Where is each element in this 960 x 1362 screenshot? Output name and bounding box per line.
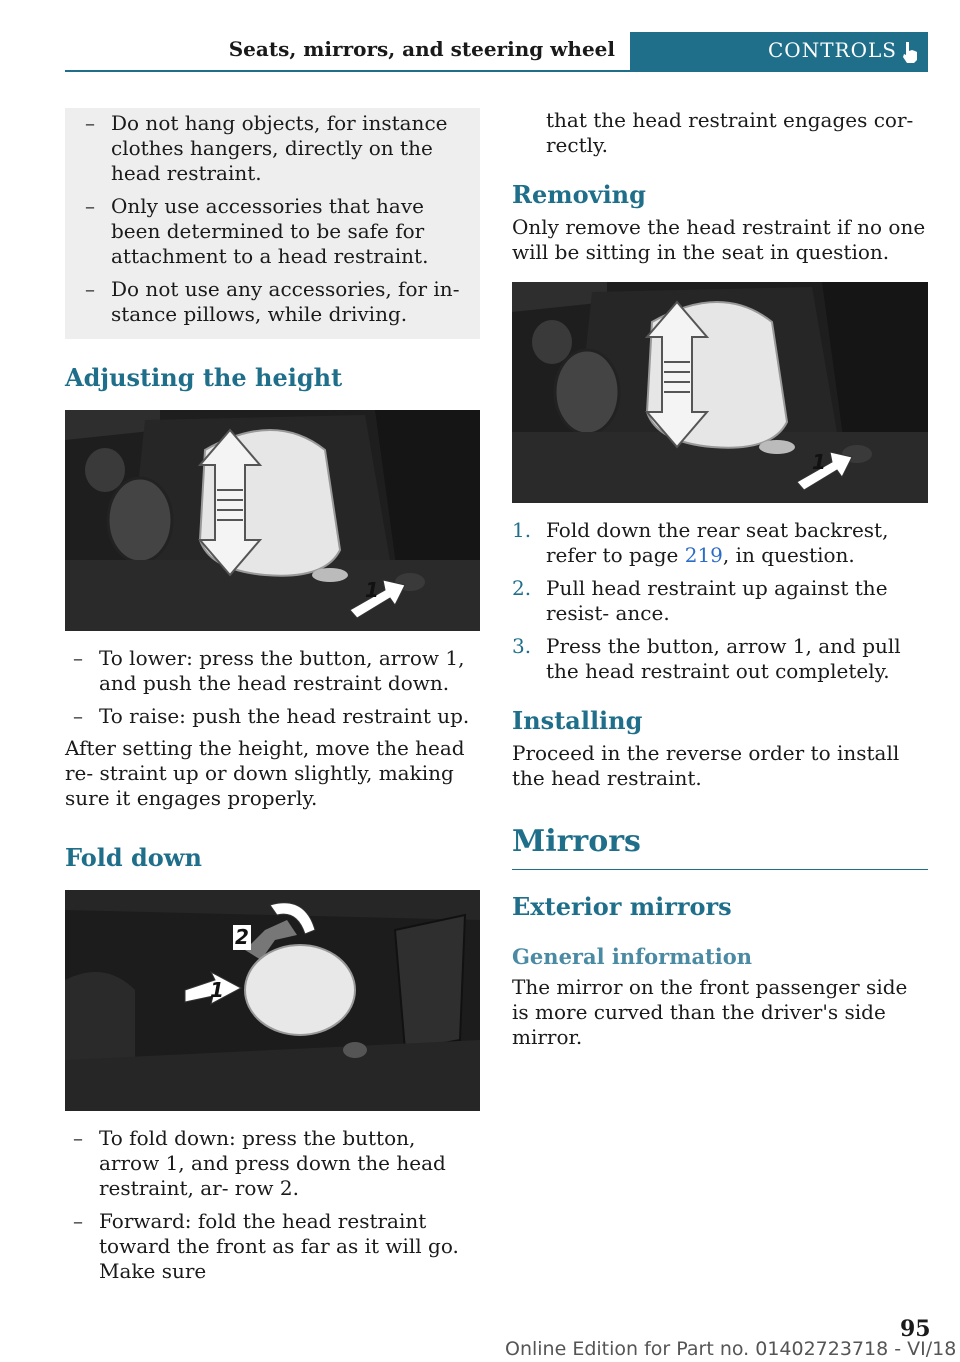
step-number: 1.: [512, 518, 532, 542]
mirrors-heading: Mirrors: [512, 824, 641, 859]
list-item: – To fold down: press the button, arrow 1, and press down the head restraint, ar- row 2.: [65, 1126, 480, 1201]
arrow-label: 1: [365, 578, 379, 602]
adjusting-height-heading: Adjusting the height: [65, 363, 343, 392]
removing-heading: Removing: [512, 180, 646, 209]
exterior-mirrors-heading: Exterior mirrors: [512, 892, 732, 921]
warning-box: [65, 108, 480, 339]
arrow-label: 1: [812, 450, 826, 474]
adjust-paragraph: After setting the height, move the head re- straint up or down slightly, making sure it engages properly.: [65, 736, 465, 810]
adjust-list: [65, 646, 480, 729]
edition-note: Online Edition for Part no. 01402723718 - VI/18: [505, 1338, 957, 1360]
installing-paragraph: Proceed in the reverse order to install the head restraint.: [512, 741, 900, 790]
list-item: 2. Pull head restraint up against the resist- ance.: [512, 576, 888, 625]
continued-text: that the head restraint engages cor- rectly.: [546, 108, 914, 157]
list-item: – Do not hang objects, for instance clothes hangers, directly on the head restraint.: [85, 111, 460, 186]
removing-paragraph: Only remove the head restraint if no one will be sitting in the seat in question.: [512, 215, 926, 264]
arrow-label: 2: [235, 925, 249, 949]
list-item: – Do not use any accessories, for in- stance pillows, while driving.: [85, 277, 460, 327]
left-column: [65, 108, 480, 1292]
general-information-heading: General information: [512, 944, 753, 969]
installing-heading: Installing: [512, 706, 643, 735]
header-rule: [65, 70, 928, 72]
page-number: 95: [900, 1316, 931, 1342]
right-column: [512, 108, 928, 1050]
list-item: – Forward: fold the head restraint toward the front as far as it will go. Make sure: [65, 1209, 480, 1284]
controls-badge-label: CONTROLS: [768, 38, 897, 62]
fold-down-heading: Fold down: [65, 843, 202, 872]
hand-pointer-icon: [898, 40, 920, 64]
step-number: 2.: [512, 576, 532, 600]
list-item: – Only use accessories that have been determined to be safe for attachment to a head restraint.: [85, 194, 460, 269]
list-item: – To lower: press the button, arrow 1, and push the head restraint down.: [65, 646, 480, 696]
removing-figure: [512, 282, 928, 503]
list-item: 3. Press the button, arrow 1, and pull the head restraint out completely.: [512, 634, 901, 683]
list-item: – To raise: push the head restraint up.: [65, 704, 480, 729]
warning-list: [85, 111, 460, 327]
removing-steps: [512, 518, 928, 684]
controls-badge: [630, 32, 928, 72]
mirrors-rule: [512, 869, 928, 870]
list-item: 1. Fold down the rear seat backrest, refer to page 219, in question.: [512, 518, 889, 567]
step-number: 3.: [512, 634, 532, 658]
general-paragraph: The mirror on the front passenger side is more curved than the driver's side mirror.: [512, 975, 908, 1049]
fold-list: [65, 1126, 480, 1284]
adjust-height-figure: [65, 410, 480, 631]
arrow-label: 1: [210, 978, 224, 1002]
fold-down-figure: [65, 890, 480, 1111]
section-title: Seats, mirrors, and steering wheel: [228, 37, 615, 61]
page-link[interactable]: 219: [684, 543, 723, 567]
